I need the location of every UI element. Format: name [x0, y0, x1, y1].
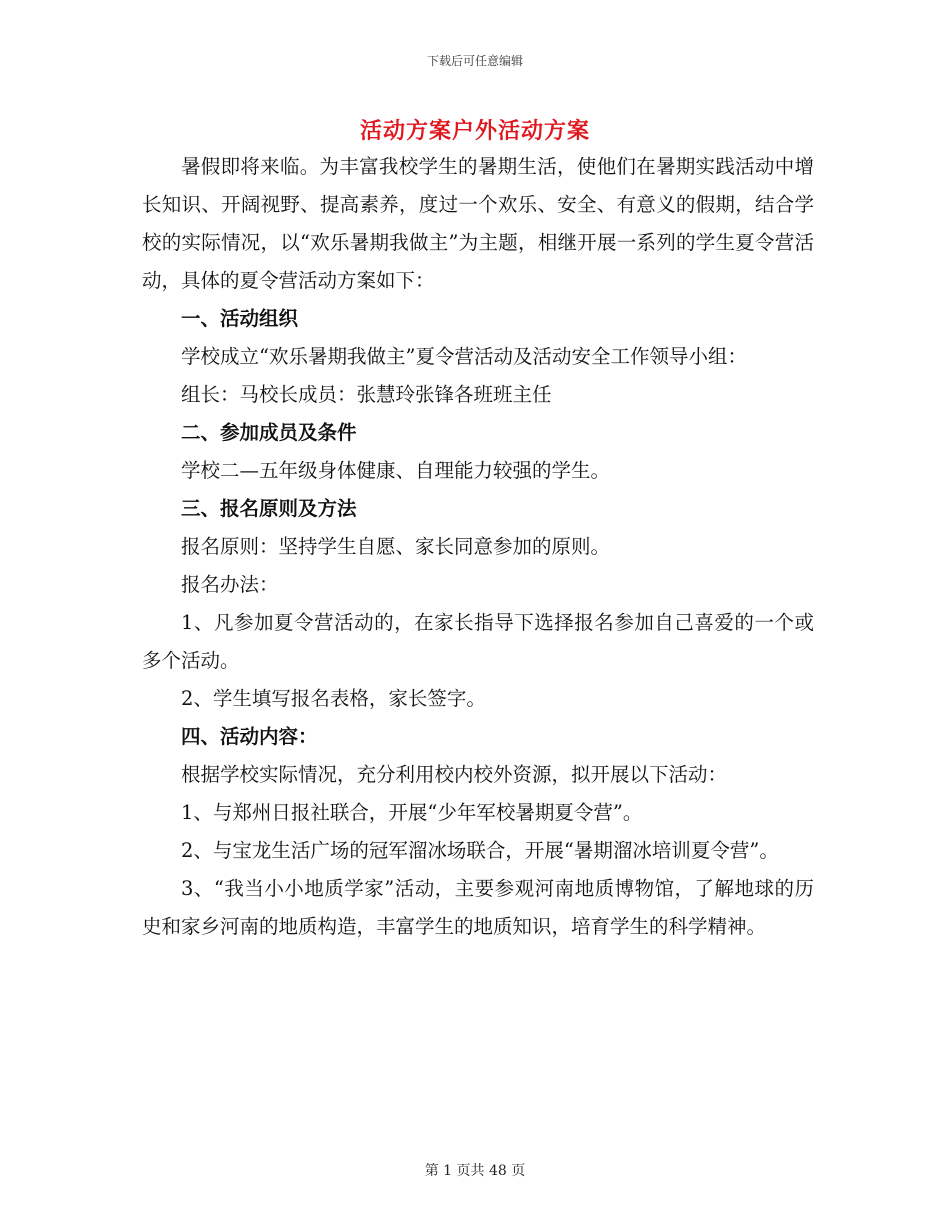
paragraph-leaders: 组长：马校长成员：张慧玲张锋各班班主任 [181, 383, 552, 406]
paragraph-participants: 学校二—五年级身体健康、自理能力较强的学生。 [181, 459, 611, 482]
document-body [142, 148, 814, 946]
section-heading-registration: 三、报名原则及方法 [181, 497, 357, 520]
paragraph-registration-method: 报名办法： [181, 573, 279, 596]
intro-paragraph: 暑假即将来临。为丰富我校学生的暑期生活，使他们在暑期实践活动中增长知识、开阔视野、提高素养，度过一个欢乐、安全、有意义的假期，结合学校的实际情况，以“欢乐暑期我做主”为主题，相继开展一系列的学生夏令营活动，具体的夏令营活动方案如下： [142, 155, 814, 292]
page-header: 下载后可任意编辑 [426, 54, 523, 68]
section-heading-content: 四、活动内容： [181, 725, 318, 748]
paragraph-registration-principle: 报名原则：坚持学生自愿、家长同意参加的原则。 [181, 535, 611, 558]
list-item-activity-1: 1、与郑州日报社联合，开展“少年军校暑期夏令营”。 [181, 801, 643, 824]
list-item-registration-1: 1、凡参加夏令营活动的，在家长指导下选择报名参加自己喜爱的一个或多个活动。 [142, 611, 814, 672]
list-item-registration-2: 2、学生填写报名表格，家长签字。 [181, 687, 486, 710]
document-title: 活动方案户外活动方案 [359, 118, 590, 144]
page-footer: 第 1 页共 48 页 [424, 1163, 526, 1179]
paragraph-organization: 学校成立“欢乐暑期我做主”夏令营活动及活动安全工作领导小组： [181, 345, 747, 368]
section-heading-participants: 二、参加成员及条件 [181, 421, 357, 444]
list-item-activity-3: 3、“我当小小地质学家”活动，主要参观河南地质博物馆，了解地球的历史和家乡河南的地质构造，丰富学生的地质知识，培育学生的科学精神。 [142, 877, 814, 938]
list-item-activity-2: 2、与宝龙生活广场的冠军溜冰场联合，开展“暑期溜冰培训夏令营”。 [181, 839, 779, 862]
paragraph-content-intro: 根据学校实际情况，充分利用校内校外资源，拟开展以下活动： [181, 763, 728, 786]
section-heading-organization: 一、活动组织 [181, 307, 299, 330]
